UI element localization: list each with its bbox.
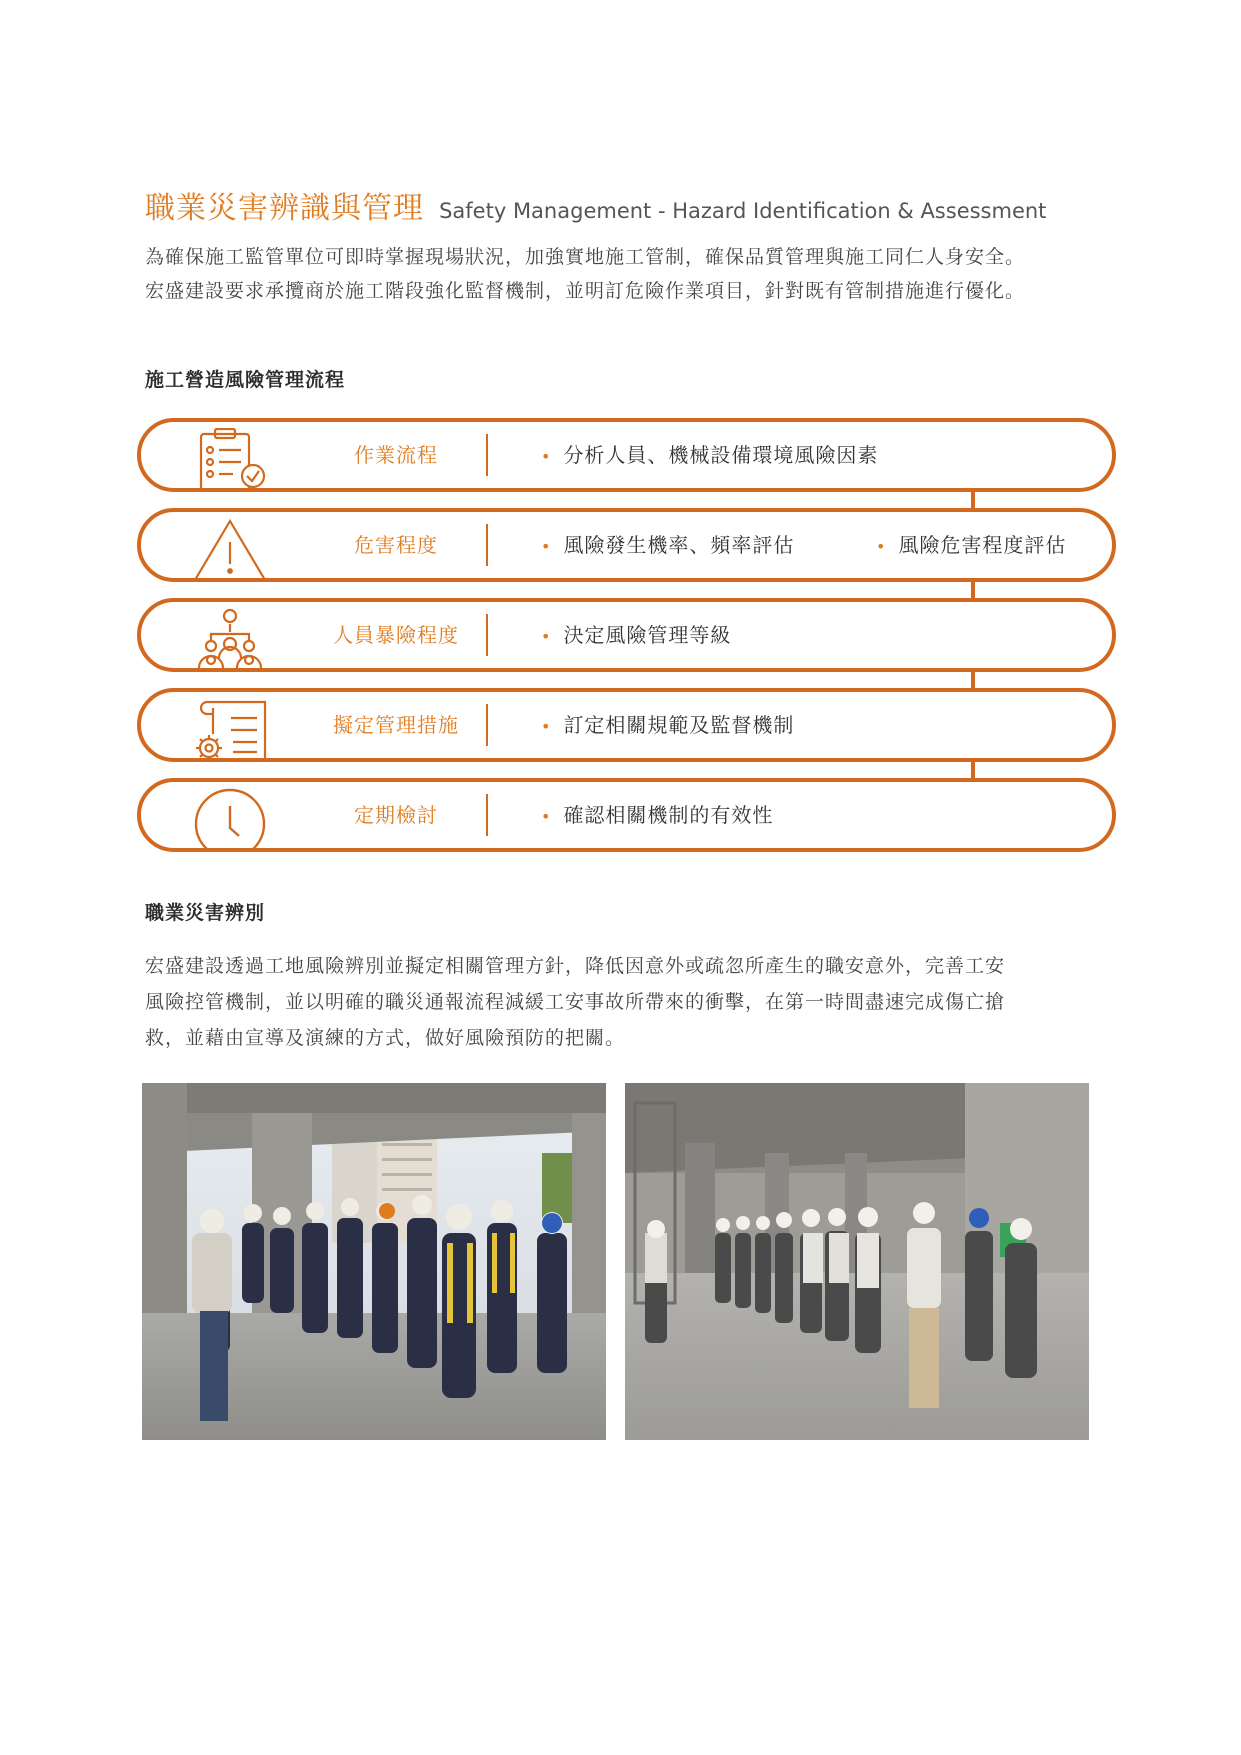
intro-line: 為確保施工監管單位可即時掌握現場狀況，加強實地施工管制，確保品質管理與施工同仁人身安全。: [145, 246, 1026, 268]
flow-step-item: • 風險危害程度評估: [876, 533, 1067, 557]
warning-triangle-icon: [189, 518, 271, 582]
flow-step-item: • 分析人員、機械設備環境風險因素: [541, 443, 879, 467]
document-gear-icon: [189, 698, 271, 762]
flow-divider: [486, 704, 488, 746]
flow-step-label: 人員暴險程度: [333, 623, 459, 647]
flow-step-label: 危害程度: [354, 533, 438, 557]
hazard-paragraph: [145, 948, 1105, 1056]
flow-step-item: • 風險發生機率、頻率評估: [541, 533, 795, 557]
safety-briefing-photo: [142, 1083, 606, 1440]
clock-icon: [189, 788, 271, 852]
flow-step-measures: [137, 688, 1116, 762]
flow-step-hazard-level: [137, 508, 1116, 582]
flow-divider: [486, 614, 488, 656]
people-group-icon: [189, 608, 271, 672]
flow-divider: [486, 524, 488, 566]
flow-step-label: 擬定管理措施: [333, 713, 459, 737]
intro-line: 宏盛建設要求承攬商於施工階段強化監督機制，並明訂危險作業項目，針對既有管制措施進行優化。: [145, 280, 1026, 302]
intro-paragraph: [145, 240, 1105, 308]
flow-step-label: 作業流程: [354, 443, 438, 467]
hazard-line: 風險控管機制，並以明確的職災通報流程減緩工安事故所帶來的衝擊，在第一時間盡速完成傷亡搶: [145, 991, 1006, 1013]
flow-step-operation: [137, 418, 1116, 492]
flow-step-item: • 決定風險管理等級: [541, 623, 732, 647]
workers-lineup-photo: [625, 1083, 1089, 1440]
title-chinese: 職業災害辨識與管理: [145, 191, 424, 226]
hazard-heading: 職業災害辨別: [145, 902, 266, 924]
flow-step-review: [137, 778, 1116, 852]
flow-divider: [486, 794, 488, 836]
flow-step-item: • 確認相關機制的有效性: [541, 803, 774, 827]
hazard-line: 宏盛建設透過工地風險辨別並擬定相關管理方針，降低因意外或疏忽所產生的職安意外，完善工安: [145, 955, 1006, 977]
flow-step-exposure: [137, 598, 1116, 672]
flow-divider: [486, 434, 488, 476]
flow-step-label: 定期檢討: [354, 803, 438, 827]
title-english: Safety Management - Hazard Identification & Assessment: [439, 199, 1047, 223]
flow-step-item: • 訂定相關規範及監督機制: [541, 713, 795, 737]
hazard-line: 救，並藉由宣導及演練的方式，做好風險預防的把關。: [145, 1027, 626, 1049]
clipboard-checklist-icon: [189, 428, 271, 492]
risk-management-flow: [137, 418, 1117, 858]
page-title: [145, 183, 1046, 227]
flow-heading: 施工營造風險管理流程: [145, 369, 346, 391]
